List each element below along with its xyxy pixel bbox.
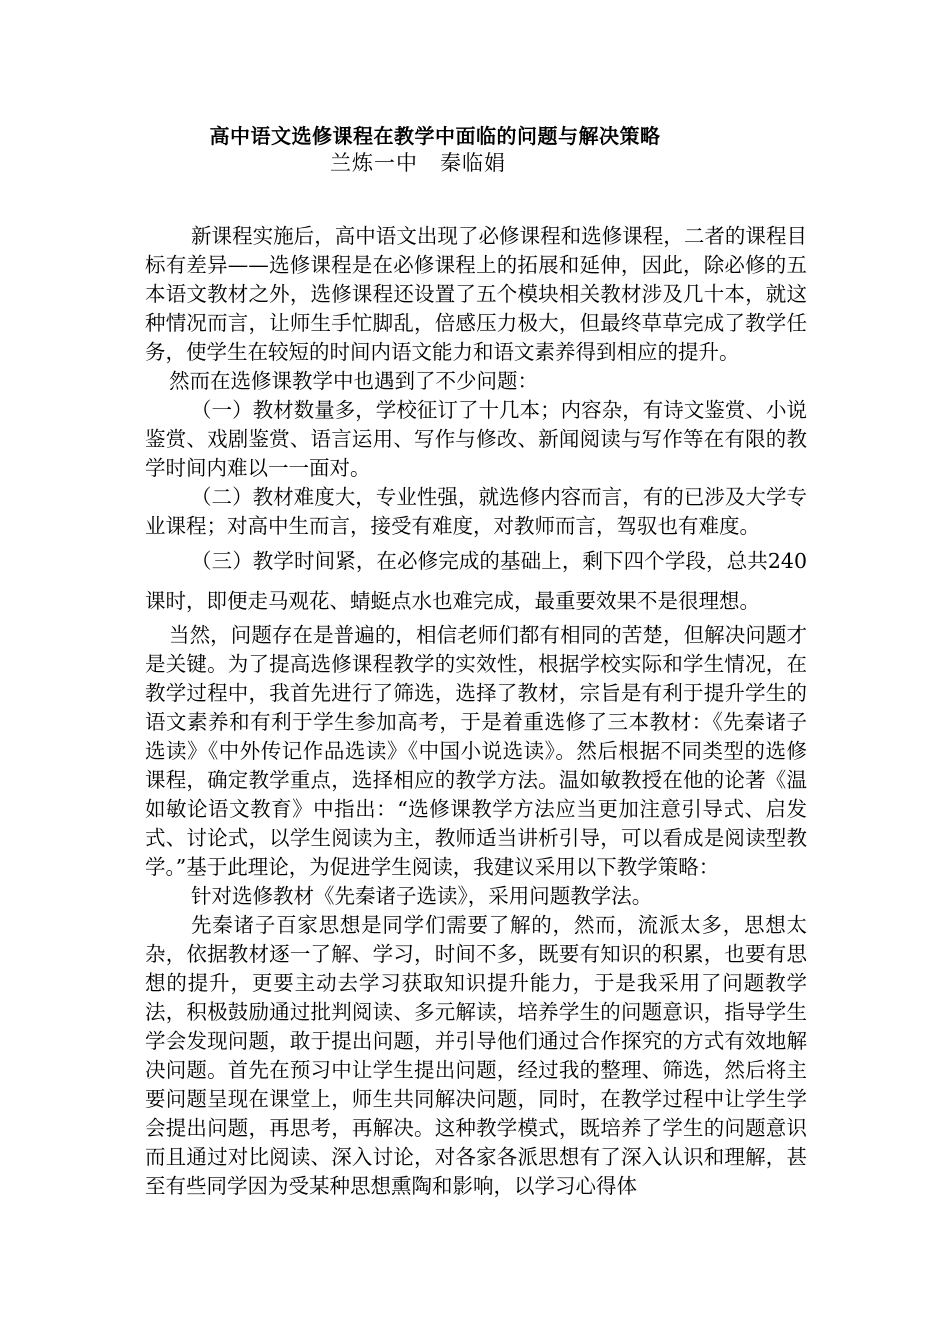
paragraph-strategy-detail: 先秦诸子百家思想是同学们需要了解的，然而，流派太多，思想太杂，依据教材逐一了解、学习，时间不多，既要有知识的积累，也要有思想的提升，更要主动去学习获取知识提升能力，于是我采用了问题教学法，积极鼓励通过批判阅读、多元解读，培养学生的问题意识，指导学生学会发现问题，敢于提出问题，并引导他们通过合作探究的方式有效地解决问题。首先在预习中让学生提出问题，经过我的整理、筛选，然后将主要问题呈现在课堂上，师生共同解决问题，同时，在教学过程中让学生学会提出问题，再思考，再解决。这种教学模式，既培养了学生的问题意识而且通过对比阅读、深入讨论，对各家各派思想有了深入认识和理解，甚至有些同学因为受某种思想熏陶和影响，以学习心得体 bbox=[145, 913, 807, 1198]
paragraph-strategy-heading: 针对选修教材《先秦诸子选读》，采用问题教学法。 bbox=[191, 884, 653, 908]
paragraph-problem-2: （二）教材难度大，专业性强，就选修内容而言，有的已涉及大学专业课程；对高中生而言，接受有难度，对教师而言，驾驭也有难度。 bbox=[145, 485, 807, 538]
document-author: 兰炼一中 秦临娟 bbox=[330, 151, 506, 175]
paragraph-problem-3: （三）教学时间紧，在必修完成的基础上，剩下四个学段，总共240课时，即便走马观花、蜻蜓点水也难完成，最重要效果不是很理想。 bbox=[145, 549, 807, 613]
paragraph-problem-1: （一）教材数量多，学校征订了十几本；内容杂，有诗文鉴赏、小说鉴赏、戏剧鉴赏、语言运用、写作与修改、新闻阅读与写作等在有限的教学时间内难以一一面对。 bbox=[145, 398, 807, 480]
paragraph-solution: 当然，问题存在是普遍的，相信老师们都有相同的苦楚，但解决问题才是关键。为了提高选修课程教学的实效性，根据学校实际和学生情况，在教学过程中，我首先进行了筛选，选择了教材，宗旨是有利于提升学生的语文素养和有利于学生参加高考，于是着重选修了三本教材：《先秦诸子选读》《中外传记作品选读》《中国小说选读》。然后根据不同类型的选修课程，确定教学重点，选择相应的教学方法。温如敏教授在他的论著《温如敏论语文教育》中指出：“选修课教学方法应当更加注意引导式、启发式、讨论式，以学生阅读为主，教师适当讲析引导，可以看成是阅读型教学。”基于此理论，为促进学生阅读，我建议采用以下教学策略： bbox=[145, 623, 807, 879]
paragraph-intro: 新课程实施后，高中语文出现了必修课程和选修课程，二者的课程目标有差异——选修课程是在必修课程上的拓展和延伸，因此，除必修的五本语文教材之外，选修课程还设置了五个模块相关教材涉及几十本，就这种情况而言，让师生手忙脚乱，倍感压力极大，但最终草草完成了教学任务，使学生在较短的时间内语文能力和语文素养得到相应的提升。 bbox=[145, 224, 807, 364]
document-body bbox=[145, 222, 807, 1201]
paragraph-problems-lead: 然而在选修课教学中也遇到了不少问题： bbox=[169, 369, 538, 393]
document-title: 高中语文选修课程在教学中面临的问题与解决策略 bbox=[209, 124, 661, 148]
